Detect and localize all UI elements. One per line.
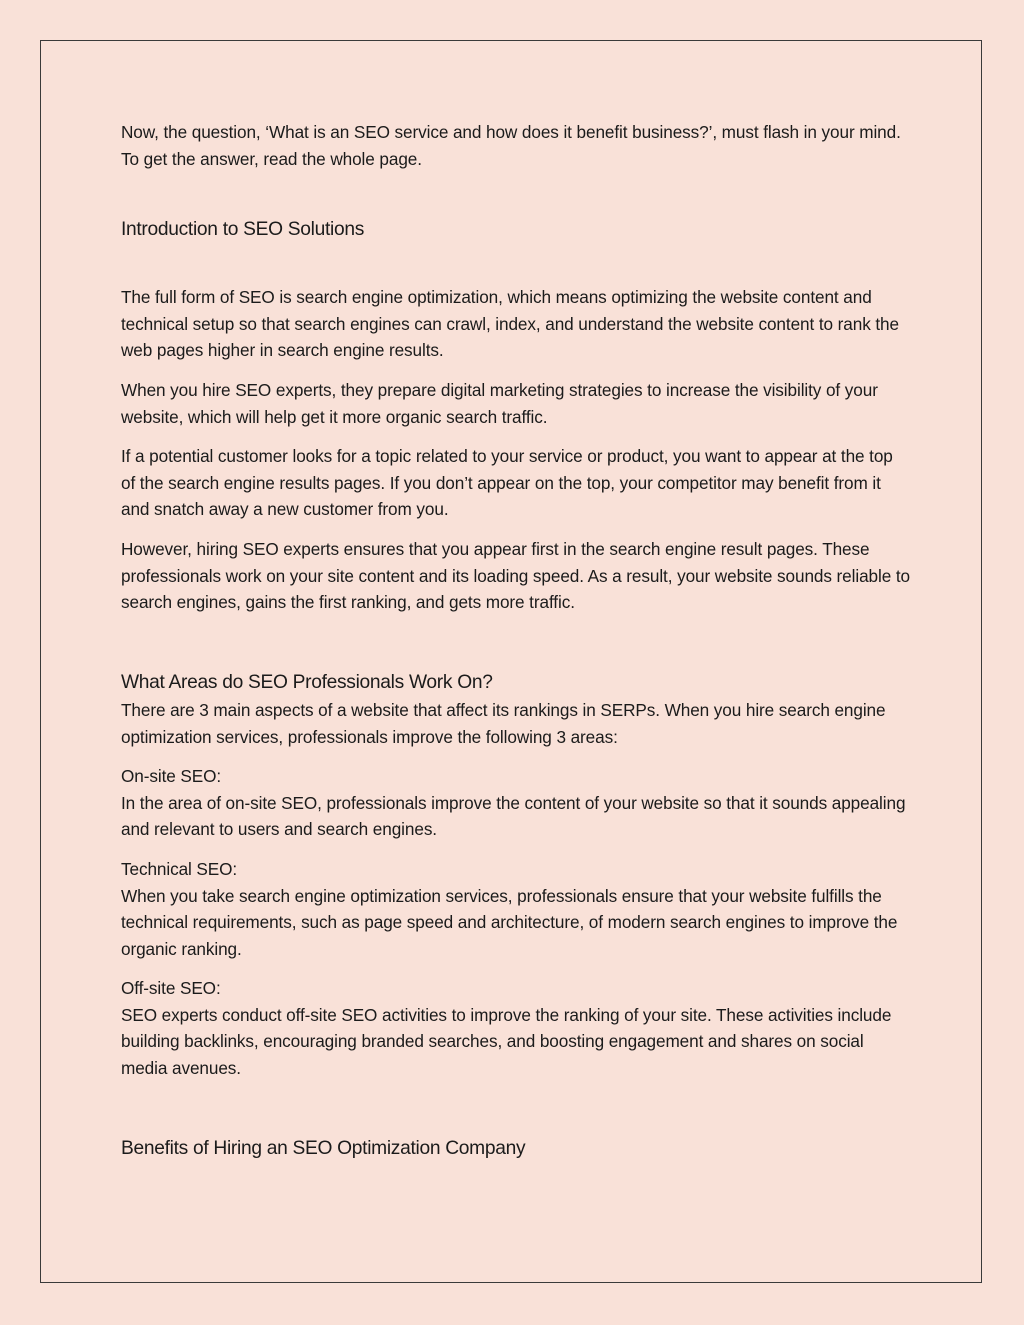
- area-onsite-body: In the area of on-site SEO, professionals improve the content of your website so that it sounds appealing and relevant to users and search engines.: [121, 792, 906, 839]
- area-offsite-title: Off-site SEO:: [121, 978, 221, 998]
- area-technical: [121, 856, 911, 962]
- intro-paragraph-4: However, hiring SEO experts ensures that you appear first in the search engine result pages. These professionals work on your site content and its loading speed. As a result, your website sounds reliable to search engines, gains the first ranking, and gets more traffic.: [121, 539, 910, 612]
- area-offsite: [121, 975, 911, 1081]
- area-offsite-body: SEO experts conduct off-site SEO activities to improve the ranking of your site. These activities include building backlinks, encouraging branded searches, and boosting engagement and shares on social media avenues.: [121, 1004, 892, 1078]
- area-onsite-title: On-site SEO:: [121, 766, 222, 786]
- heading-benefits: Benefits of Hiring an SEO Optimization Company: [121, 1138, 526, 1159]
- intro-paragraph: Now, the question, ‘What is an SEO service and how does it benefit business?’, must flash in your mind. To get the answer, read the whole page.: [121, 122, 901, 169]
- intro-paragraph-2: When you hire SEO experts, they prepare digital marketing strategies to increase the visibility of your website, which will help get it more organic search traffic.: [121, 380, 878, 427]
- heading-introduction: Introduction to SEO Solutions: [121, 219, 365, 240]
- area-onsite: [121, 763, 911, 843]
- intro-paragraph-1: The full form of SEO is search engine optimization, which means optimizing the website content and technical setup so that search engines can crawl, index, and understand the website content to rank the web pages higher in search engine results.: [121, 287, 899, 360]
- area-technical-body: When you take search engine optimization services, professionals ensure that your website fulfills the technical requirements, such as page speed and architecture, of modern search engines to improve the organic ranking.: [121, 885, 898, 959]
- heading-areas: What Areas do SEO Professionals Work On?: [121, 672, 493, 693]
- intro-paragraph-3: If a potential customer looks for a topic related to your service or product, you want to appear at the top of the search engine results pages. If you don’t appear on the top, your competitor may benefit from it and snatch away a new customer from you.: [121, 446, 893, 519]
- area-technical-title: Technical SEO:: [121, 859, 238, 879]
- areas-lead: There are 3 main aspects of a website that affect its rankings in SERPs. When you hire search engine optimization services, professionals improve the following 3 areas:: [121, 700, 886, 747]
